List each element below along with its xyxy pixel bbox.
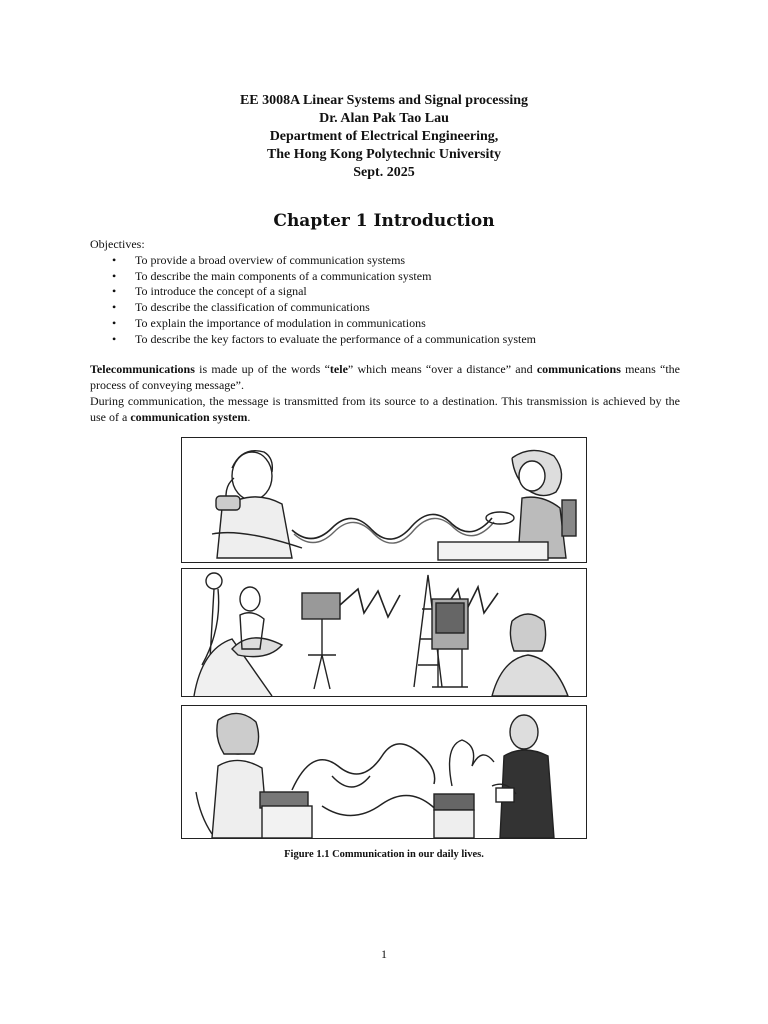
objective-item: • To introduce the concept of a signal bbox=[90, 284, 690, 300]
instructor-name: Dr. Alan Pak Tao Lau bbox=[319, 111, 449, 126]
term-tele: tele bbox=[329, 362, 348, 376]
objective-item: • To describe the key factors to evaluate the performance of a communication system bbox=[90, 332, 690, 348]
panel-broadcast bbox=[181, 568, 587, 697]
figure-caption: Figure 1.1 Communication in our daily lives. bbox=[284, 849, 484, 860]
paragraph-telecommunications: Telecommunications is made up of the words “tele” which means “over a distance” and communications means “the process of conveying message”. bbox=[90, 362, 680, 392]
objective-item: • To describe the classification of communications bbox=[90, 300, 690, 316]
objectives-section bbox=[90, 237, 690, 348]
term-communication-system: communication system bbox=[130, 410, 248, 424]
objective-item: • To explain the importance of modulation in communications bbox=[90, 316, 690, 332]
document-header bbox=[0, 92, 768, 182]
department-name: Department of Electrical Engineering, bbox=[269, 129, 499, 144]
data-transmission-illustration bbox=[182, 706, 586, 838]
broadcast-illustration bbox=[182, 569, 586, 696]
term-communications: communications bbox=[536, 362, 621, 376]
objectives-list bbox=[90, 253, 690, 348]
university-name: The Hong Kong Polytechnic University bbox=[266, 147, 502, 162]
body-text bbox=[90, 361, 680, 425]
course-title: EE 3008A Linear Systems and Signal processing bbox=[239, 93, 529, 108]
objectives-label: Objectives: bbox=[90, 237, 145, 251]
chapter-title: Chapter 1 Introduction bbox=[273, 211, 495, 231]
figure-communication-illustration bbox=[181, 437, 587, 839]
objective-item: • To describe the main components of a communication system bbox=[90, 269, 690, 285]
paragraph-communication-system: During communication, the message is transmitted from its source to a destination. This transmission is achieved by the use of a communication system. bbox=[90, 394, 680, 424]
objective-item: • To provide a broad overview of communication systems bbox=[90, 253, 690, 269]
page-number: 1 bbox=[381, 947, 387, 961]
telephone-illustration bbox=[182, 438, 586, 562]
document-date: Sept. 2025 bbox=[353, 165, 415, 180]
panel-telephone bbox=[181, 437, 587, 563]
term-telecommunications: Telecommunications bbox=[90, 362, 195, 376]
panel-data-transmission bbox=[181, 705, 587, 839]
